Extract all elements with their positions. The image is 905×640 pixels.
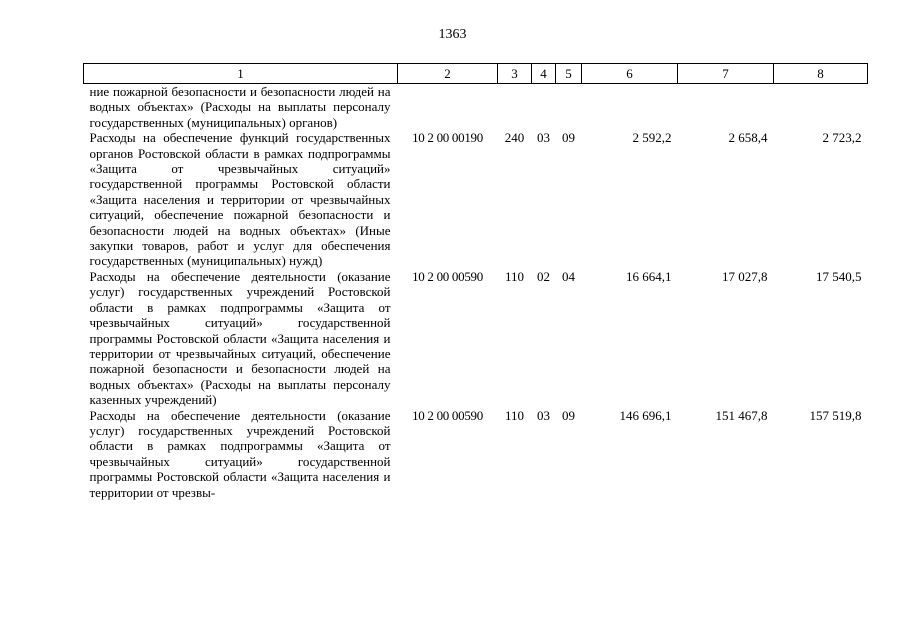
- table-row: [84, 130, 868, 269]
- section-code: 03: [537, 407, 550, 423]
- column-header: 1: [84, 64, 398, 84]
- expense-type: 240: [504, 130, 525, 146]
- amount-year-3: 157 519,8: [809, 407, 862, 423]
- amount-year-1: 146 696,1: [619, 407, 672, 423]
- expense-name: ние пожарной безопасности и безопасности людей на водных объектах» (Расходы на выплаты персоналу государственных (муниципальных) органов): [89, 84, 391, 130]
- target-code: [398, 84, 498, 131]
- subsection-code: 04: [562, 268, 575, 284]
- table-row: [84, 269, 868, 408]
- target-code: 10 2 00 00590: [412, 268, 483, 284]
- section-code: 03: [537, 130, 550, 146]
- expense-type: 110: [504, 407, 525, 423]
- column-header: 5: [556, 64, 582, 84]
- amount-year-3: 2 723,2: [822, 130, 862, 146]
- target-code: 10 2 00 00590: [412, 407, 483, 423]
- column-header: 7: [678, 64, 774, 84]
- expense-type: 110: [504, 268, 525, 284]
- column-header: 6: [582, 64, 678, 84]
- amount-year-2: 17 027,8: [722, 268, 768, 284]
- expense-type: [498, 84, 532, 131]
- amount-year-2: 2 658,4: [728, 130, 768, 146]
- target-code: 10 2 00 00190: [412, 130, 483, 146]
- column-header: 2: [398, 64, 498, 84]
- subsection-code: [556, 84, 582, 131]
- subsection-code: 09: [562, 407, 575, 423]
- amount-year-2: 151 467,8: [715, 407, 768, 423]
- expense-name: Расходы на обеспечение деятельности (оказание услуг) государственных учреждений Ростовской области в рамках подпрограммы «Защита от чрезвычайных ситуаций» государственной программы Ростовской области «Защита населения и территории от чрезвычайных ситуаций, обеспечение пожарной безопасности и безопасности людей на водных объектах» (Расходы на выплаты персоналу казенных учреждений): [89, 268, 391, 408]
- budget-table: [83, 63, 868, 500]
- amount-year-1: 16 664,1: [626, 268, 672, 284]
- expense-name: Расходы на обеспечение деятельности (оказание услуг) государственных учреждений Ростовской области в рамках подпрограммы «Защита от чрезвычайных ситуаций» государственной программы Ростовской области «Защита населения и территории от чрезвы-: [89, 407, 391, 500]
- subsection-code: 09: [562, 130, 575, 146]
- page-number: 1363: [438, 27, 467, 42]
- amount-year-3: [774, 84, 868, 131]
- column-header: 4: [532, 64, 556, 84]
- amount-year-1: [582, 84, 678, 131]
- column-number-row: [84, 64, 868, 84]
- amount-year-2: [678, 84, 774, 131]
- amount-year-3: 17 540,5: [816, 268, 862, 284]
- amount-year-1: 2 592,2: [632, 130, 672, 146]
- section-code: [532, 84, 556, 131]
- column-header: 3: [498, 64, 532, 84]
- section-code: 02: [537, 268, 550, 284]
- column-header: 8: [774, 64, 868, 84]
- table-row: [84, 408, 868, 500]
- expense-name: Расходы на обеспечение функций государственных органов Ростовской области в рамках подпрограммы «Защита от чрезвычайных ситуаций» государственной программы Ростовской области «Защита населения и территории от чрезвычайных ситуаций, обеспечение пожарной безопасности и безопасности людей на водных объектах» (Иные закупки товаров, работ и услуг для обеспечения государственных (муниципальных) нужд): [89, 130, 391, 269]
- table-row: [84, 84, 868, 131]
